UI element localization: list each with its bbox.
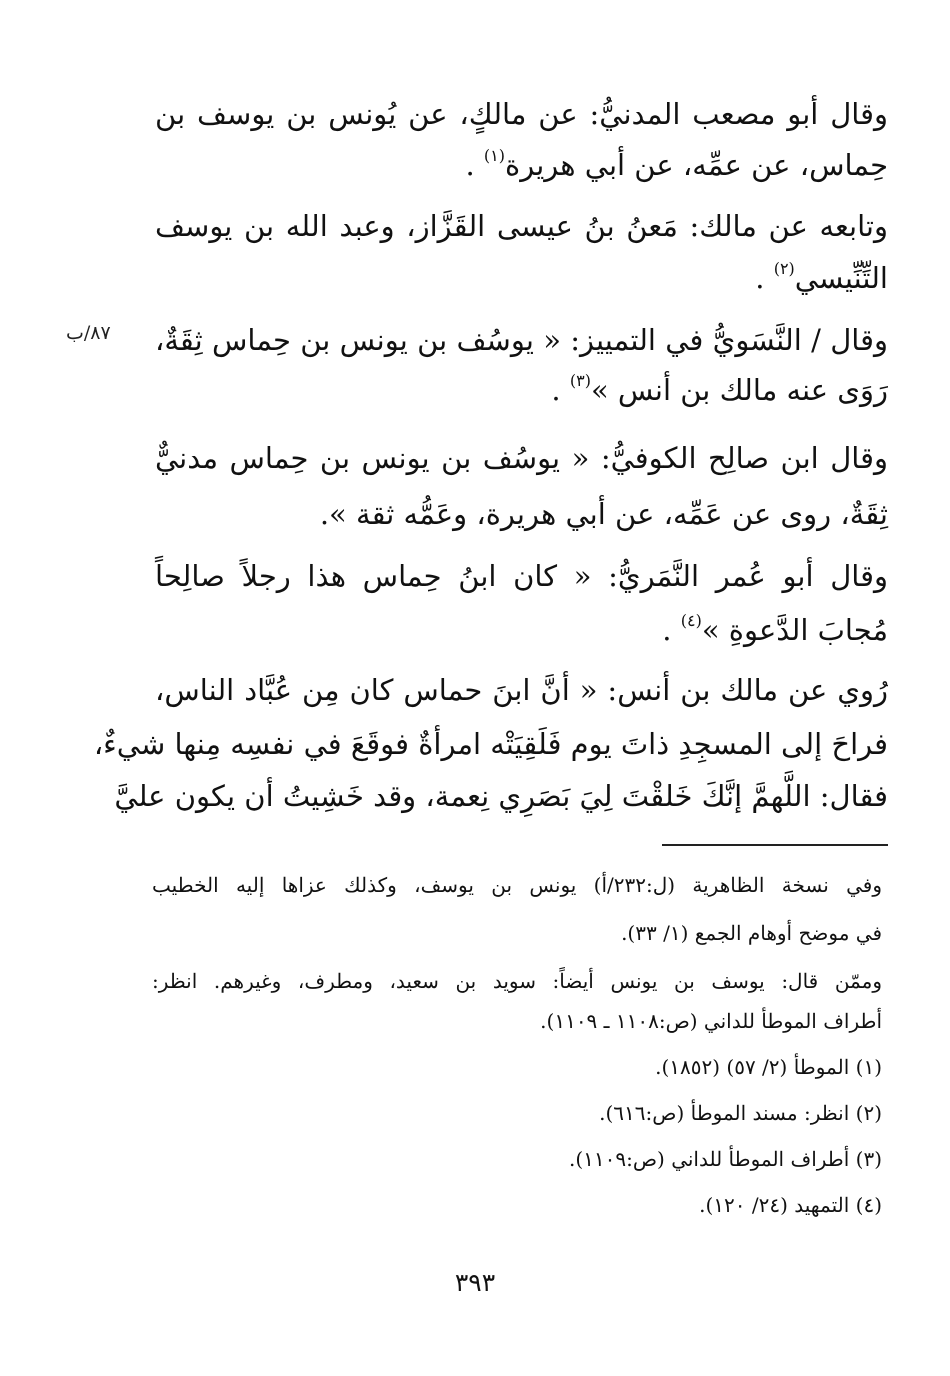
body-line-9: وقال أبو عُمر النَّمَريُّ: « كان ابنُ حِماس هذا رجلاً صالِحاً xyxy=(155,559,888,593)
body-line-2-text: حِماس، عن عمِّه، عن أبي هريرة xyxy=(505,148,888,182)
manuscript-folio-marker: ٨٧/ب xyxy=(66,322,111,344)
footnote-ref-4[interactable]: (٤) xyxy=(680,611,702,630)
body-line-12: فراحَ إلى المسجِدِ ذاتَ يوم فَلَقِيَتْه امرأةٌ فوقَعَ في نفسِه مِنها شيءٌ، xyxy=(93,727,888,761)
footnote-4: (٤) التمهيد (٢٤/ ١٢٠). xyxy=(699,1193,882,1217)
footnote-ref-1[interactable]: (١) xyxy=(483,146,506,165)
body-line-11: رُوي عن مالك بن أنس: « أنَّ ابنَ حماس كان مِن عُبَّاد الناس، xyxy=(155,673,888,707)
footnote-line-1: وفي نسخة الظاهرية (ل:٢٣٢/أ) يونس بن يوسف، وكذلك عزاها إليه الخطيب xyxy=(152,873,882,897)
body-line-1: وقال أبو مصعب المدنيُّ: عن مالكٍ، عن يُونس بن يوسف بن xyxy=(155,97,888,131)
body-line-10-text: مُجابَ الدَّعوةِ » xyxy=(701,613,888,647)
footnote-3: (٣) أطراف الموطأ للداني (ص:١١٠٩). xyxy=(568,1147,882,1171)
body-line-2: حِماس، عن عمِّه، عن أبي هريرة$^{(١)}$ . xyxy=(465,146,888,182)
footnote-line-4: أطراف الموطأ للداني (ص:١١٠٨ ـ ١١٠٩). xyxy=(540,1009,882,1033)
page-number: ٣٩٣ xyxy=(454,1268,496,1297)
footnote-2: (٢) انظر: مسند الموطأ (ص:٦١٦). xyxy=(599,1101,882,1125)
footnote-ref-3[interactable]: (٣) xyxy=(569,371,591,390)
body-line-6-text: رَوَى عنه مالك بن أنس » xyxy=(590,373,888,407)
footnote-1: (١) الموطأ (٢/ ٥٧) (١٨٥٢). xyxy=(655,1055,882,1079)
footnote-separator xyxy=(662,844,888,846)
body-line-3: وتابعه عن مالك: مَعنُ بنُ عيسى القَزَّاز، وعبد الله بن يوسف xyxy=(155,209,888,243)
body-line-4: التِّنِّيسي$^{(٢)}$ . xyxy=(755,259,888,295)
footnote-line-2: في موضح أوهام الجمع (١/ ٣٣). xyxy=(621,921,882,945)
body-line-4-text: التِّنِّيسي xyxy=(794,261,888,295)
body-line-8: ثِقَةٌ، روى عن عَمِّه، عن أبي هريرة، وعَمُّه ثقة ». xyxy=(319,497,888,531)
footnote-ref-2[interactable]: (٢) xyxy=(773,259,795,278)
footnote-line-3: وممّن قال: يوسف بن يونس أيضاً: سويد بن سعيد، ومطرف، وغيرهم. انظر: xyxy=(152,969,882,993)
body-line-6: رَوَى عنه مالك بن أنس »$^{(٣)}$ . xyxy=(551,371,888,407)
body-line-7: وقال ابن صالِح الكوفيُّ: « يوسُف بن يونس بن حِماس مدنيٌّ xyxy=(155,441,888,475)
body-line-10: مُجابَ الدَّعوةِ »$^{(٤)}$ . xyxy=(662,611,888,647)
body-line-5: وقال / النَّسَويُّ في التمييز: « يوسُف بن يونس بن حِماس ثِقَةٌ، xyxy=(155,323,888,357)
body-line-13: فقال: اللَّهمَّ إنَّكَ خَلقْتَ لِيَ بَصَرِي نِعمة، وقد خَشِيتُ أن يكون عليَّ xyxy=(114,779,888,813)
